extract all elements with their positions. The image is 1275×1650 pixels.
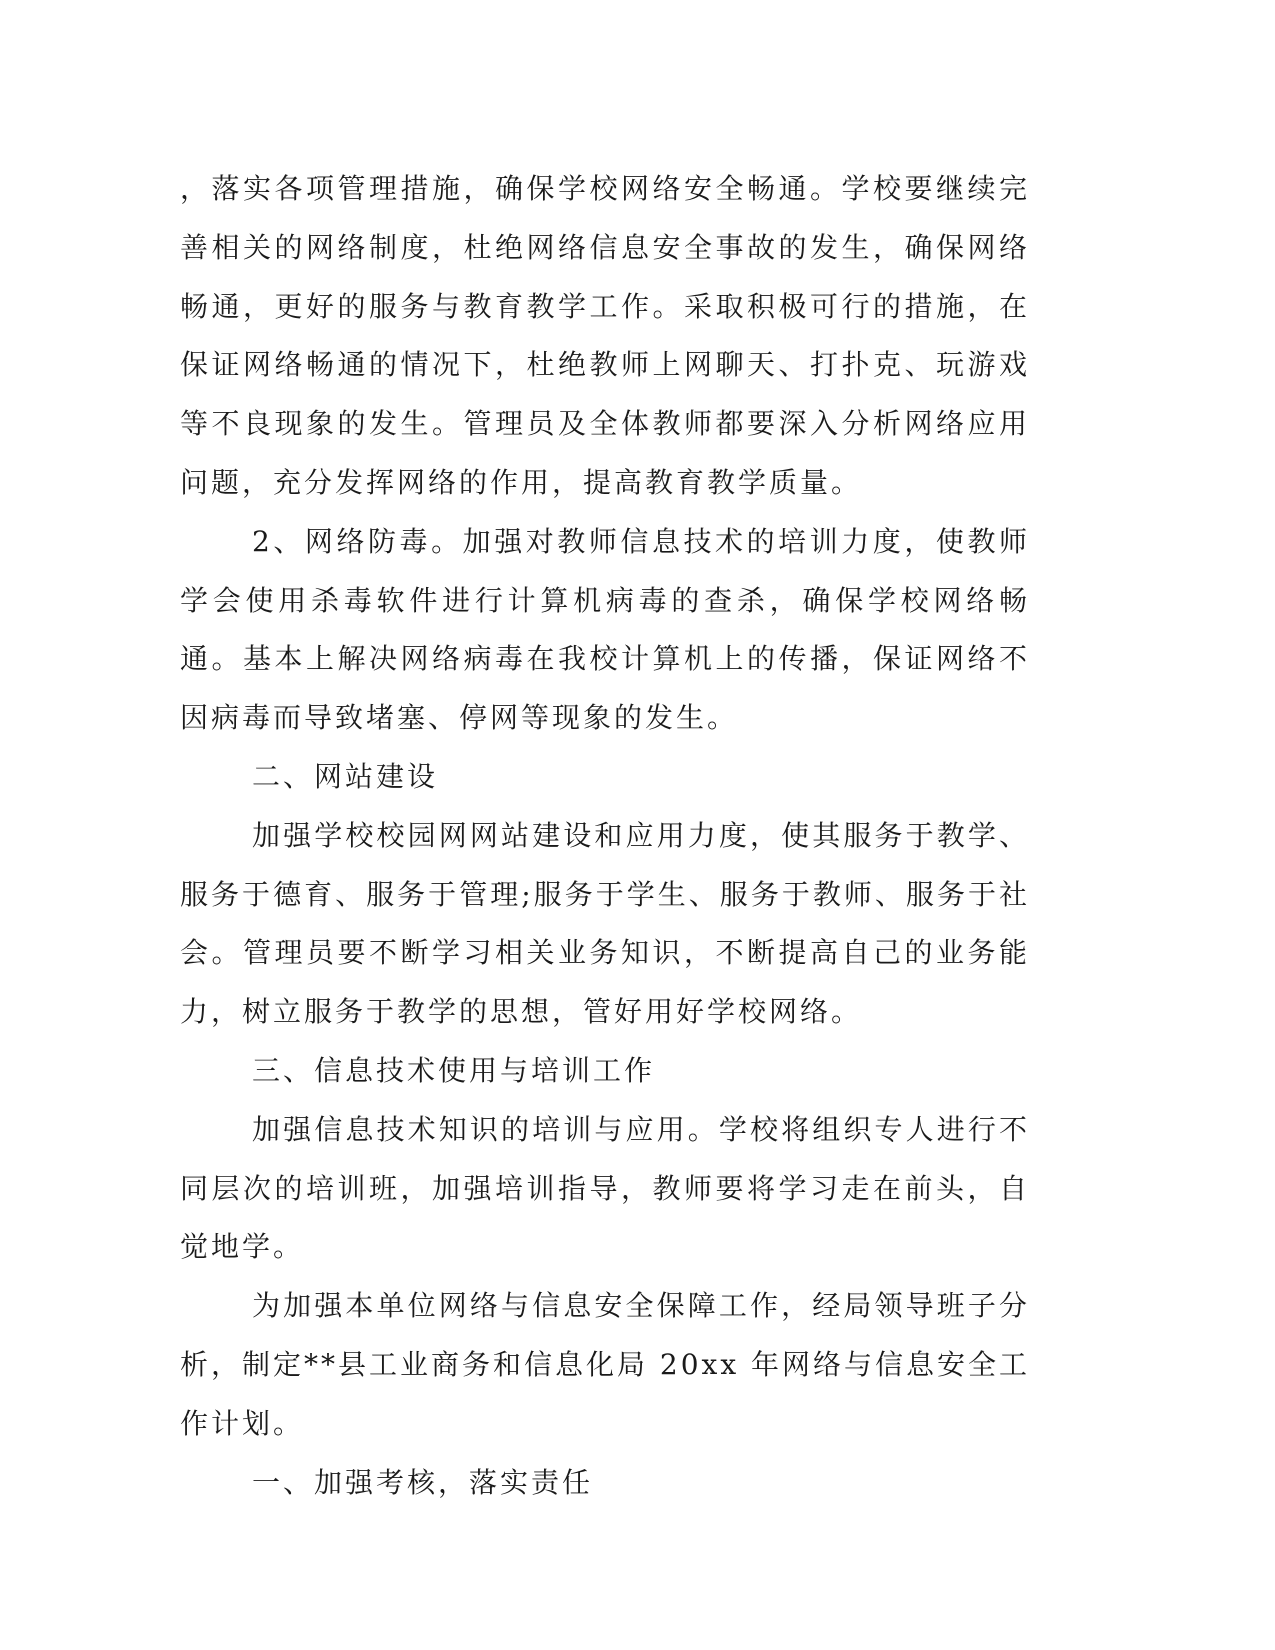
- paragraph-network-management: ，落实各项管理措施，确保学校网络安全畅通。学校要继续完善相关的网络制度，杜绝网络信息安全事故的发生，确保网络畅通，更好的服务与教育教学工作。采取积极可行的措施，在保证网络畅通的情况下，杜绝教师上网聊天、打扑克、玩游戏等不良现象的发生。管理员及全体教师都要深入分析网络应用问题，充分发挥网络的作用，提高教育教学质量。: [180, 172, 1030, 499]
- document-body: [180, 160, 1030, 1512]
- section-heading-it-training: 三、信息技术使用与培训工作: [252, 1053, 656, 1087]
- paragraph-it-training: 加强信息技术知识的培训与应用。学校将组织专人进行不同层次的培训班，加强培训指导，教师要将学习走在前头，自觉地学。: [180, 1112, 1030, 1264]
- section-heading-website-construction: 二、网站建设: [252, 759, 439, 793]
- paragraph-website-construction: 加强学校校园网网站建设和应用力度，使其服务于教学、服务于德育、服务于管理;服务于学生、服务于教师、服务于社会。管理员要不断学习相关业务知识，不断提高自己的业务能力，树立服务于教学的思想，管好用好学校网络。: [180, 818, 1030, 1029]
- paragraph-security-plan-intro: 为加强本单位网络与信息安全保障工作，经局领导班子分析，制定**县工业商务和信息化局 20xx 年网络与信息安全工作计划。: [180, 1289, 1031, 1440]
- section-heading-assessment-responsibility: 一、加强考核，落实责任: [252, 1465, 594, 1499]
- paragraph-network-antivirus: 2、网络防毒。加强对教师信息技术的培训力度，使教师学会使用杀毒软件进行计算机病毒的查杀，确保学校网络畅通。基本上解决网络病毒在我校计算机上的传播，保证网络不因病毒而导致堵塞、停网等现象的发生。: [180, 524, 1030, 735]
